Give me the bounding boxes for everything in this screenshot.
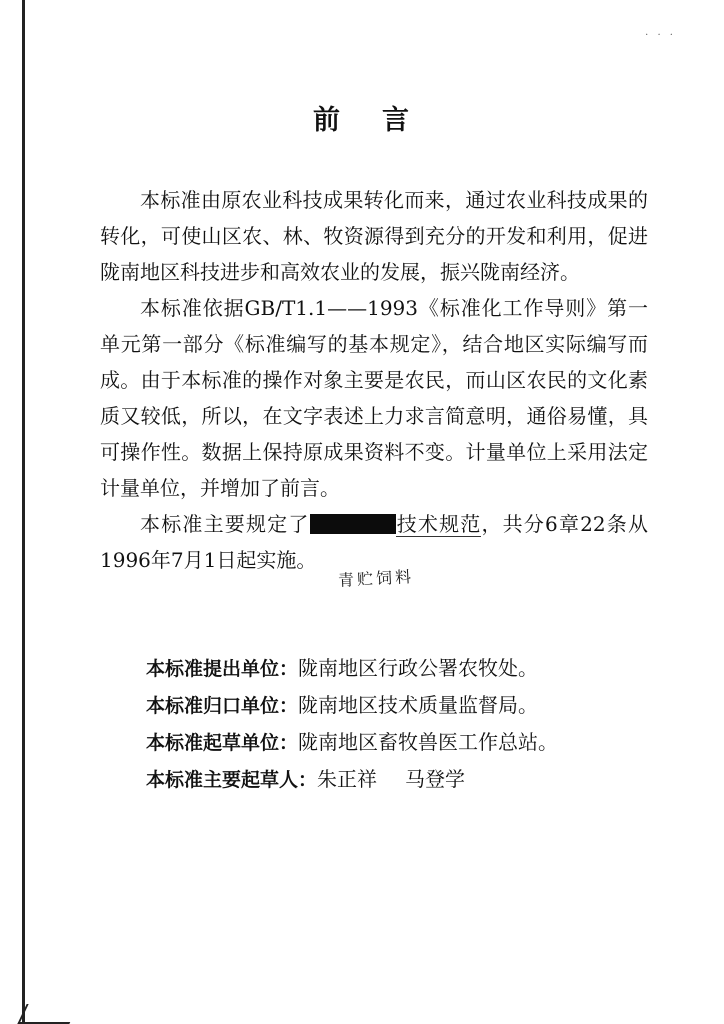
drafters-label: 本标准主要起草人： [146,769,318,791]
drafting-unit-label: 本标准起草单位： [146,732,299,754]
page-binding-edge [22,0,25,1024]
drafter-1: 朱正祥 [317,767,378,791]
proposer-value: 陇南地区行政公署农牧处。 [298,656,539,680]
scope-underlined: 技术规范 [395,512,482,536]
body-text [100,182,648,578]
drafter-2: 马登学 [405,767,466,791]
drafting-unit-line [146,724,558,761]
page-corner-fold [17,1004,78,1024]
title-char-1: 前 [313,105,342,136]
scope-prefix: 本标准主要规定了 [140,512,310,536]
proposer-label: 本标准提出单位： [146,658,299,680]
drafting-unit-value: 陇南地区畜牧兽医工作总站。 [298,730,559,754]
proposer-line [146,650,558,687]
info-block [146,650,558,798]
administrator-value: 陇南地区技术质量监督局。 [298,693,539,717]
paragraph-2: 本标准依据GB/T1.1——1993《标准化工作导则》第一单元第一部分《标准编写的基本规定》，结合地区实际编写而成。由于本标准的操作对象主要是农民，而山区农民的文化素质又较低，所以，在文字表述上力求言简意明，通俗易懂，具可操作性。数据上保持原成果资料不变。计量单位上采用法定计量单位，并增加了前言。 [100,296,648,500]
title-char-2: 言 [382,105,411,136]
page-title [0,98,724,137]
scan-speckles: · · · [645,30,676,41]
administrator-label: 本标准归口单位： [146,695,299,717]
scope-suffix: ，共分6章22条从1996年7月1日起实施。 [100,512,648,572]
handwritten-annotation: 青贮饲料 [337,567,415,590]
administrator-line [146,687,558,724]
drafters-line [146,761,558,798]
paragraph-1: 本标准由原农业科技成果转化而来，通过农业科技成果的转化，可使山区农、林、牧资源得到充分的开发和利用，促进陇南地区科技进步和高效农业的发展，振兴陇南经济。 [100,188,648,284]
redaction-box [310,514,396,534]
